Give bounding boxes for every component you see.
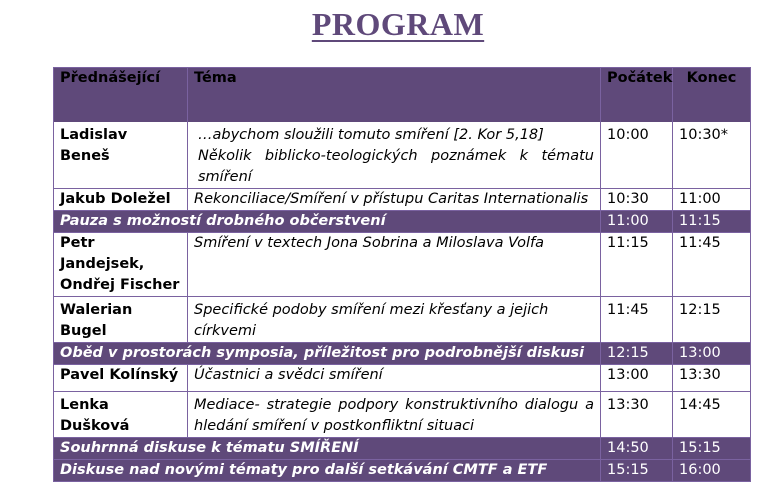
row-topic: Mediace- strategie podpory konstruktivního dialogu a hledání smíření v postkonfliktní situaci (188, 392, 601, 438)
table-row (54, 392, 750, 438)
row-topic (188, 122, 601, 189)
row-start: 13:00 (601, 365, 673, 392)
row-start: 10:00 (601, 122, 673, 189)
table-row (54, 189, 750, 211)
row-speaker: Petr Jandejsek, Ondřej Fischer (54, 233, 188, 297)
row-topic: Specifické podoby smíření mezi křesťany a jejich církvemi (188, 297, 601, 343)
row-start: 14:50 (601, 438, 673, 460)
pause-row (54, 211, 750, 233)
pause-label: Pauza s možností drobného občerstvení (54, 211, 601, 233)
pause-row (54, 438, 750, 460)
pause-label: Oběd v prostorách symposia, příležitost pro podrobnější diskusi (54, 343, 601, 365)
row-end: 14:45 (673, 392, 750, 438)
row-start: 11:00 (601, 211, 673, 233)
row-end: 11:45 (673, 233, 750, 297)
table-header (54, 68, 750, 122)
row-end: 16:00 (673, 460, 750, 481)
row-speaker: Walerian Bugel (54, 297, 188, 343)
header-speaker: Přednášející (54, 68, 188, 122)
row-start: 12:15 (601, 343, 673, 365)
pause-row (54, 460, 750, 481)
row-speaker: Jakub Doležel (54, 189, 188, 211)
page-title: PROGRAM (311, 6, 485, 42)
table-row (54, 122, 750, 189)
table-row (54, 297, 750, 343)
row-topic-main: …abychom sloužili tomuto smíření [2. Kor 5,18] (198, 127, 544, 143)
row-topic-sub: Několik biblicko-teologických poznámek k tématu smíření (198, 148, 594, 185)
row-speaker: Ladislav Beneš (54, 122, 188, 189)
pause-row (54, 343, 750, 365)
row-end: 13:00 (673, 343, 750, 365)
row-speaker: Lenka Dušková (54, 392, 188, 438)
row-end: 12:15 (673, 297, 750, 343)
row-topic: Účastnici a svědci smíření (188, 365, 601, 392)
row-end: 11:00 (673, 189, 750, 211)
row-start: 10:30 (601, 189, 673, 211)
header-topic: Téma (188, 68, 601, 122)
row-start: 11:45 (601, 297, 673, 343)
row-start: 15:15 (601, 460, 673, 481)
row-speaker: Pavel Kolínský (54, 365, 188, 392)
program-table (53, 67, 751, 482)
header-start: Počátek (601, 68, 673, 122)
row-topic: Smíření v textech Jona Sobrina a Miloslava Volfa (188, 233, 601, 297)
row-topic: Rekonciliace/Smíření v přístupu Caritas Internationalis (188, 189, 601, 211)
table-row (54, 233, 750, 297)
pause-label: Diskuse nad novými tématy pro další setkávání CMTF a ETF (54, 460, 601, 481)
row-end: 13:30 (673, 365, 750, 392)
table-row (54, 365, 750, 392)
row-start: 11:15 (601, 233, 673, 297)
row-end: 11:15 (673, 211, 750, 233)
row-end: 15:15 (673, 438, 750, 460)
pause-label: Souhrnná diskuse k tématu SMÍŘENÍ (54, 438, 601, 460)
row-start: 13:30 (601, 392, 673, 438)
row-end: 10:30* (673, 122, 750, 189)
header-end: Konec (673, 68, 750, 122)
